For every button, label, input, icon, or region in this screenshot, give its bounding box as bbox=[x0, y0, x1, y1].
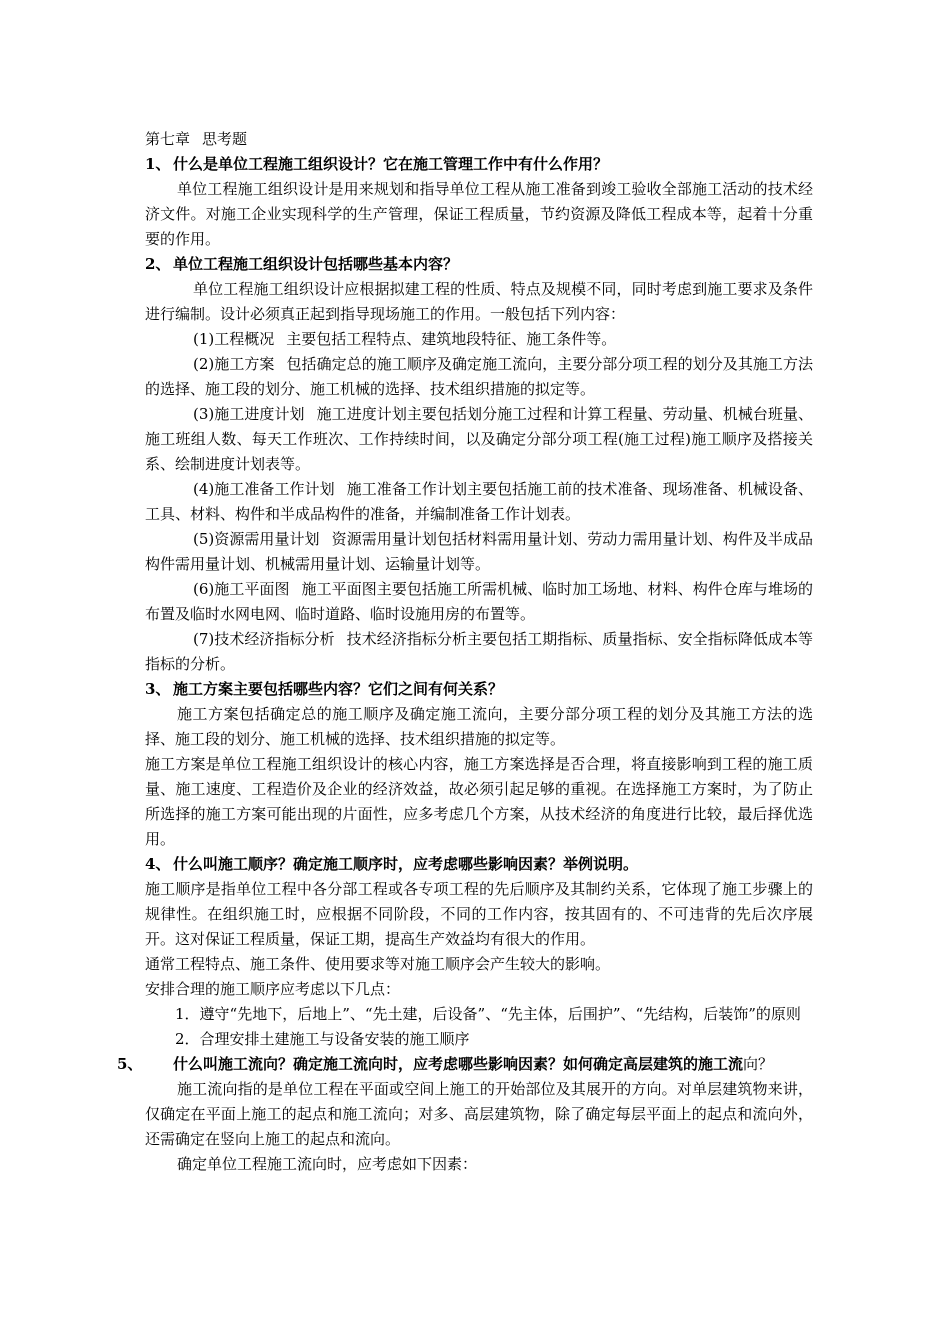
question-4: 4、 什么叫施工顺序？确定施工顺序时，应考虑哪些影响因素？举例说明。 bbox=[145, 855, 639, 873]
answer-5-paragraph-2: 确定单位工程施工流向时，应考虑如下因素： bbox=[177, 1155, 478, 1173]
answer-4-paragraph-1: 施工顺序是指单位工程中各分部工程或各专项工程的先后顺序及其制约关系，它体现了施工步骤上的规律性。在组织施工时，应根据不同阶段，不同的工作内容，按其固有的、不可违背的先后次序展开。这对保证工程质量，保证工期，提高生产效益均有很大的作用。 bbox=[145, 880, 813, 948]
content-item-5: (5)资源需用量计划 资源需用量计划包括材料需用量计划、劳动力需用量计划、构件及半成品构件需用量计划、机械需用量计划、运输量计划等。 bbox=[145, 530, 814, 573]
answer-3-paragraph-1: 施工方案包括确定总的施工顺序及确定施工流向，主要分部分项工程的划分及其施工方法的选择、施工段的划分、施工机械的选择、技术组织措施的拟定等。 bbox=[145, 705, 813, 748]
chapter-heading bbox=[145, 127, 813, 152]
answer-3-paragraph-2: 施工方案是单位工程施工组织设计的核心内容，施工方案选择是否合理，将直接影响到工程的施工质量、施工速度、工程造价及企业的经济效益，故必须引起足够的重视。在选择施工方案时，为了防止所选择的施工方案可能出现的片面性，应多考虑几个方案，从技术经济的角度进行比较，最后择优选用。 bbox=[145, 755, 813, 848]
answer-1: 单位工程施工组织设计是用来规划和指导单位工程从施工准备到竣工验收全部施工活动的技术经济文件。对施工企业实现科学的生产管理，保证工程质量，节约资源及降低工程成本等，起着十分重要的作用。 bbox=[145, 180, 813, 248]
answer-4-point-2: 2．合理安排土建施工与设备安装的施工顺序 bbox=[175, 1030, 470, 1048]
question-2: 2、 单位工程施工组织设计包括哪些基本内容？ bbox=[145, 255, 459, 273]
chapter-label: 第七章 bbox=[145, 130, 191, 148]
content-item-7: (7)技术经济指标分析 技术经济指标分析主要包括工期指标、质量指标、安全指标降低成本等指标的分析。 bbox=[145, 630, 813, 673]
content-item-1: (1)工程概况 主要包括工程特点、建筑地段特征、施工条件等。 bbox=[193, 330, 617, 348]
content-item-4: (4)施工准备工作计划 施工准备工作计划主要包括施工前的技术准备、现场准备、机械设备、工具、材料、构件和半成品构件的准备，并编制准备工作计划表。 bbox=[145, 480, 813, 523]
answer-2-intro: 单位工程施工组织设计应根据拟建工程的性质、特点及规模不同，同时考虑到施工要求及条件进行编制。设计必须真正起到指导现场施工的作用。一般包括下列内容： bbox=[145, 280, 813, 323]
question-1: 1、 什么是单位工程施工组织设计？它在施工管理工作中有什么作用？ bbox=[145, 155, 609, 173]
answer-4-paragraph-2: 通常工程特点、施工条件、使用要求等对施工顺序会产生较大的影响。 bbox=[145, 955, 611, 973]
answer-4-paragraph-3: 安排合理的施工顺序应考虑以下几点： bbox=[145, 980, 401, 998]
answer-5-paragraph-1: 施工流向指的是单位工程在平面或空间上施工的开始部位及其展开的方向。对单层建筑物来讲，仅确定在平面上施工的起点和施工流向；对多、高层建筑物，除了确定每层平面上的起点和流向外，还需确定在竖向上施工的起点和流向。 bbox=[145, 1080, 813, 1148]
content-item-3: (3)施工进度计划 施工进度计划主要包括划分施工过程和计算工程量、劳动量、机械台班量、施工班组人数、每天工作班次、工作持续时间，以及确定分部分项工程(施工过程)施工顺序及搭接关系、绘制进度计划表等。 bbox=[145, 405, 813, 473]
answer-4-point-1: 1．遵守“先地下，后地上”、“先土建，后设备”、“先主体，后围护”、“先结构，后装饰”的原则 bbox=[175, 1005, 801, 1023]
question-3: 3、 施工方案主要包括哪些内容？它们之间有何关系？ bbox=[145, 680, 504, 698]
content-item-2: (2)施工方案 包括确定总的施工顺序及确定施工流向，主要分部分项工程的划分及其施工方法的选择、施工段的划分、施工机械的选择、技术组织措施的拟定等。 bbox=[145, 355, 813, 398]
content-item-6: (6)施工平面图 施工平面图主要包括施工所需机械、临时加工场地、材料、构件仓库与堆场的布置及临时水网电网、临时道路、临时设施用房的布置等。 bbox=[145, 580, 813, 623]
chapter-title: 思考题 bbox=[202, 130, 248, 148]
document-page bbox=[117, 127, 814, 1177]
question-5: 5、 什么叫施工流向？确定施工流向时，应考虑哪些影响因素？如何确定高层建筑的施工流向？ bbox=[117, 1055, 774, 1073]
